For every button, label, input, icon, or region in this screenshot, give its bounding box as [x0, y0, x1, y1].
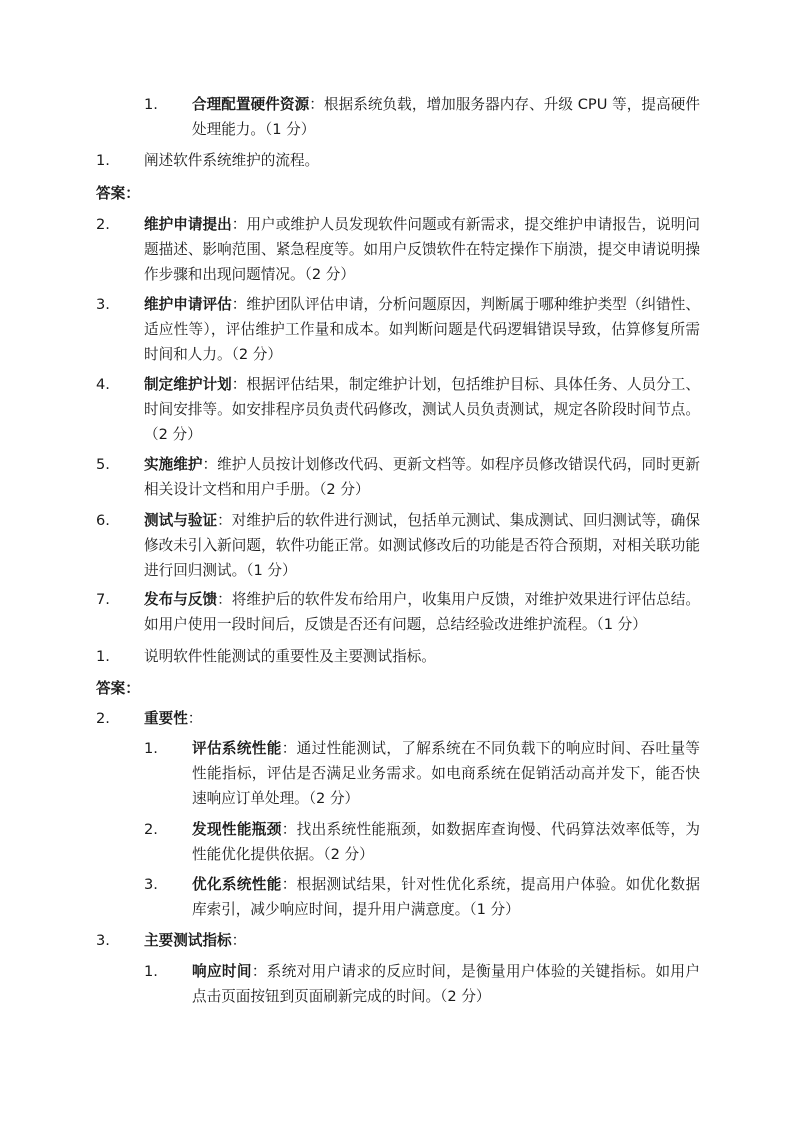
item-term: 实施维护: [144, 456, 203, 473]
item-text: ：根据评估结果，制定维护计划，包括维护目标、具体任务、人员分工、时间安排等。如安排程序员负责代码修改，测试人员负责测试，规定各阶段时间节点。（2 分）: [144, 376, 700, 443]
item-text: ：通过性能测试，了解系统在不同负载下的响应时间、吞吐量等性能指标，评估是否满足业务需求。如电商系统在促销活动高并发下，能否快速响应订单处理。（2 分）: [192, 740, 700, 807]
item-text: ：根据测试结果，针对性优化系统，提高用户体验。如优化数据库索引，减少响应时间，提升用户满意度。（1 分）: [192, 876, 700, 918]
item-text: ：维护团队评估申请，分析问题原因，判断属于哪种维护类型（纠错性、适应性等），评估维护工作量和成本。如判断问题是代码逻辑错误导致，估算修复所需时间和人力。（2 分）: [144, 296, 700, 363]
item-term: 维护申请评估: [144, 296, 232, 313]
item-number: 1.: [144, 96, 158, 113]
item-text: ：将维护后的软件发布给用户，收集用户反馈，对维护效果进行评估总结。如用户使用一段时间后，反馈是否还有问题，总结经验改进维护流程。（1 分）: [144, 591, 700, 633]
item-number: 1.: [144, 963, 158, 980]
item-term: 发布与反馈: [144, 591, 218, 608]
item-text: ：维护人员按计划修改代码、更新文档等。如程序员修改错误代码，同时更新相关设计文档和用户手册。（2 分）: [144, 456, 700, 498]
item-term: 响应时间: [192, 963, 252, 980]
item-number: 1.: [96, 648, 110, 665]
answer-label: 答案：: [96, 185, 140, 202]
item-text: ：根据系统负载，增加服务器内存、升级 CPU 等，提高硬件处理能力。（1 分）: [192, 96, 700, 138]
item-text: ：找出系统性能瓶颈，如数据库查询慢、代码算法效率低等，为性能优化提供依据。（2 分）: [192, 821, 700, 863]
item-number: 1.: [144, 740, 158, 757]
item-text: ：: [187, 710, 203, 727]
item-term: 制定维护计划: [144, 376, 232, 393]
item-term: 优化系统性能: [192, 876, 282, 893]
item-term: 重要性: [144, 710, 188, 727]
item-term: 合理配置硬件资源: [192, 96, 310, 113]
item-term: 评估系统性能: [192, 740, 282, 757]
question-text: 阐述软件系统维护的流程。: [144, 152, 320, 169]
question-text: 说明软件性能测试的重要性及主要测试指标。: [144, 648, 436, 665]
item-term: 维护申请提出: [144, 216, 232, 233]
item-number: 5.: [96, 456, 110, 473]
item-text: ：用户或维护人员发现软件问题或有新需求，提交维护申请报告，说明问题描述、影响范围、紧急程度等。如用户反馈软件在特定操作下崩溃，提交申请说明操作步骤和出现问题情况。（2 分）: [144, 216, 700, 283]
item-number: 1.: [96, 152, 110, 169]
item-text: ：对维护后的软件进行测试，包括单元测试、集成测试、回归测试等，确保修改未引入新问题，软件功能正常。如测试修改后的功能是否符合预期，对相关联功能进行回归测试。（1 分）: [144, 512, 700, 579]
item-number: 2.: [96, 216, 110, 233]
item-number: 6.: [96, 512, 110, 529]
item-term: 主要测试指标: [144, 932, 232, 949]
item-number: 3.: [96, 932, 110, 949]
item-number: 4.: [96, 376, 110, 393]
item-term: 测试与验证: [144, 512, 218, 529]
item-number: 2.: [96, 710, 110, 727]
item-number: 7.: [96, 591, 110, 608]
item-number: 2.: [144, 821, 158, 838]
item-text: ：系统对用户请求的反应时间，是衡量用户体验的关键指标。如用户点击页面按钮到页面刷新完成的时间。（2 分）: [192, 963, 700, 1005]
item-text: ：: [231, 932, 247, 949]
item-number: 3.: [96, 296, 110, 313]
item-term: 发现性能瓶颈: [192, 821, 282, 838]
item-number: 3.: [144, 876, 158, 893]
answer-label: 答案：: [96, 680, 140, 697]
